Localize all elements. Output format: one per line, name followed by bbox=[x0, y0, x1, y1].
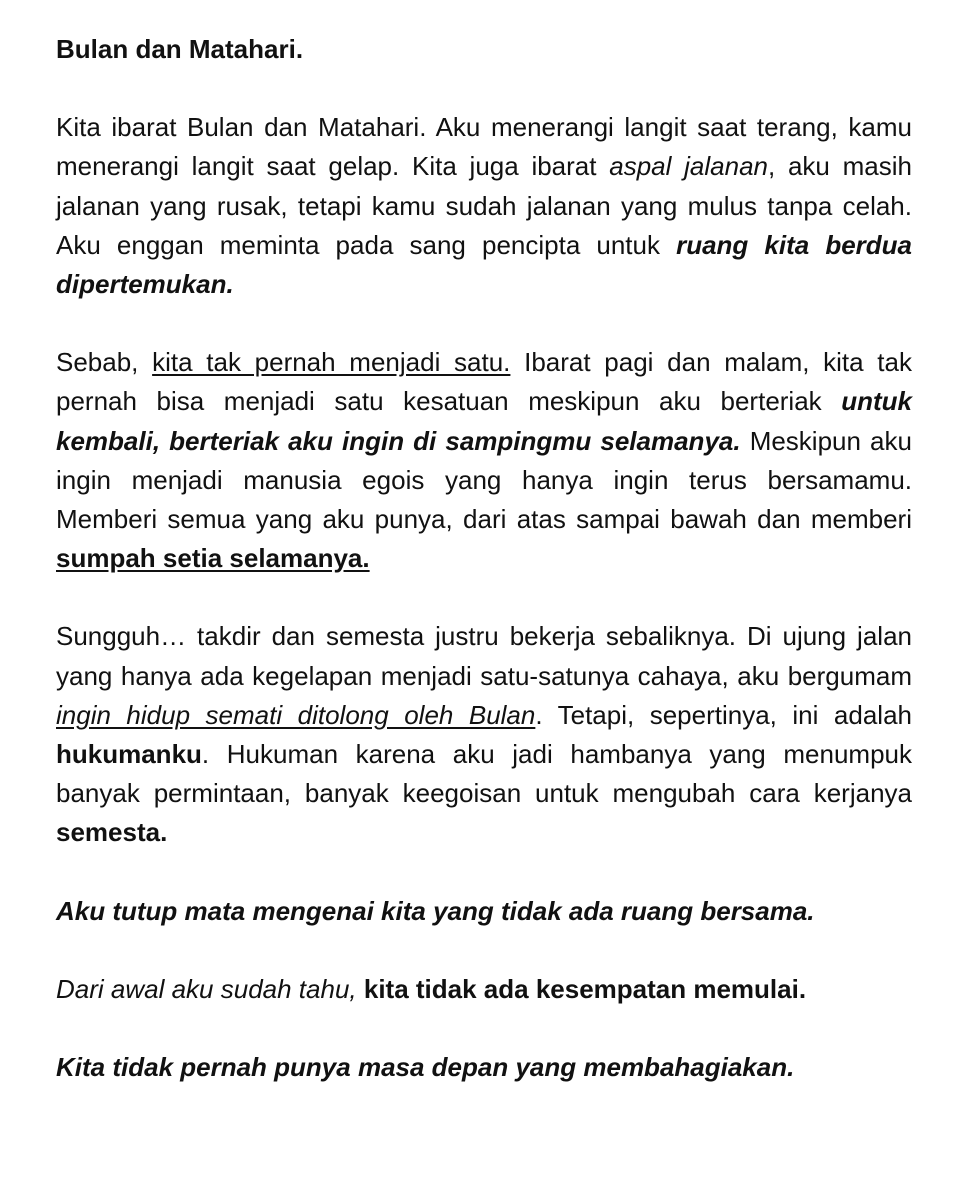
paragraph-6: Kita tidak pernah punya masa depan yang membahagiakan. bbox=[56, 1052, 795, 1083]
p1-text-a: Kita ibarat Bulan dan Matahari. Aku menerangi langit saat terang, kamu menerangi langit saat gelap. Kita juga ibarat bbox=[56, 112, 912, 182]
paragraph-2 bbox=[56, 343, 912, 578]
paragraph-5 bbox=[56, 970, 912, 1009]
p1-bold-italic-ruang: ruang kita berdua dipertemukan. bbox=[56, 229, 913, 300]
document-title: Bulan dan Matahari. bbox=[56, 34, 304, 64]
p3-text-e: . Hukuman karena aku jadi hambanya yang menumpuk banyak permintaan, banyak keegoisan untuk mengubah cara kerjanya bbox=[56, 739, 912, 809]
p1-italic-aspal: aspal jalanan bbox=[609, 151, 768, 182]
p3-bold-hukumanku: hukumanku bbox=[56, 739, 202, 770]
p2-text-c: Ibarat pagi dan malam, kita tak pernah bisa menjadi satu kesatuan meskipun aku berteriak bbox=[56, 347, 912, 417]
p3-bold-semesta: semesta. bbox=[56, 817, 168, 848]
p2-bold-italic-kembali: untuk kembali, berteriak aku ingin di sampingmu selamanya. bbox=[56, 386, 912, 456]
p2-text-e: Meskipun aku ingin menjadi manusia egois yang hanya ingin terus bersamamu. Memberi semua yang aku punya, dari atas sampai bawah dan memberi bbox=[56, 425, 912, 535]
p3-italic-underline-bulan: ingin hidup semati ditolong oleh Bulan bbox=[56, 699, 536, 730]
paragraph-1 bbox=[56, 108, 912, 304]
p5-italic-text: Dari awal aku sudah tahu, bbox=[56, 973, 364, 1004]
p3-text-a: Sungguh… takdir dan semesta justru bekerja sebaliknya. Di ujung jalan yang hanya ada kegelapan menjadi satu-satunya cahaya, aku bergumam bbox=[56, 621, 912, 691]
p2-underline-satu: kita tak pernah menjadi satu. bbox=[152, 347, 511, 378]
p2-bold-underline-sumpah: sumpah setia selamanya. bbox=[56, 543, 370, 574]
p1-text-c: , aku masih jalanan yang rusak, tetapi kamu sudah jalanan yang mulus tanpa celah. Aku enggan meminta pada sang pencipta untuk bbox=[56, 151, 912, 260]
paragraph-3 bbox=[56, 617, 912, 852]
p5-bold-text: kita tidak ada kesempatan memulai. bbox=[363, 973, 807, 1004]
paragraph-4: Aku tutup mata mengenai kita yang tidak ada ruang bersama. bbox=[56, 895, 815, 926]
p3-text-c: . Tetapi, sepertinya, ini adalah bbox=[535, 699, 912, 730]
p2-text-a: Sebab, bbox=[56, 347, 153, 378]
document-page bbox=[56, 30, 912, 1087]
